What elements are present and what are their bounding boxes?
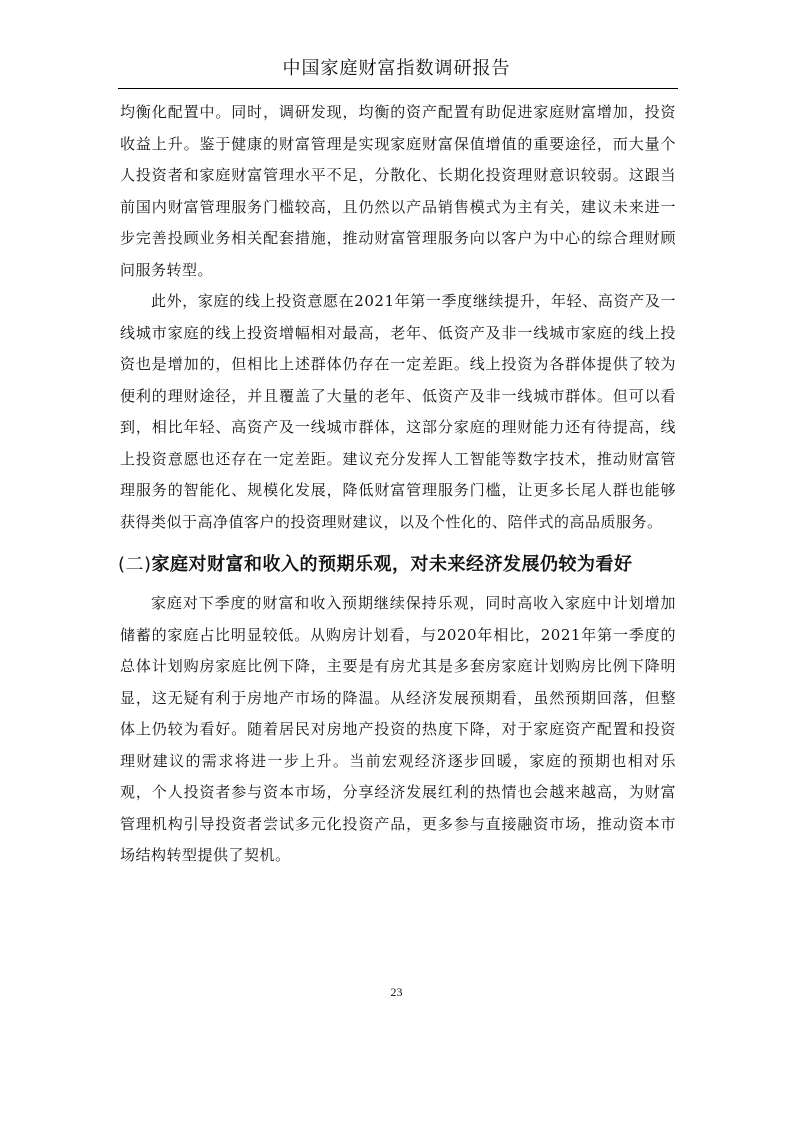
page-number: 23	[390, 985, 403, 999]
body-paragraph: 此外，家庭的线上投资意愿在2021年第一季度继续提升，年轻、高资产及一线城市家庭的线上投资增幅相对最高，老年、低资产及非一线城市家庭的线上投资也是增加的，但相比上述群体仍存在一定差距。线上投资为各群体提供了较为便利的理财途径，并且覆盖了大量的老年、低资产及非一线城市群体。但可以看到，相比年轻、高资产及一线城市群体，这部分家庭的理财能力还有待提高，线上投资意愿也还存在一定差距。建议充分发挥人工智能等数字技术，推动财富管理服务的智能化、规模化发展，降低财富管理服务门槛，让更多长尾人群也能够获得类似于高净值客户的投资理财建议，以及个性化的、陪伴式的高品质服务。	[120, 292, 676, 531]
running-header-title: 中国家庭财富指数调研报告	[282, 58, 511, 79]
body-paragraph-continued: 均衡化配置中。同时，调研发现，均衡的资产配置有助促进家庭财富增加，投资收益上升。鉴于健康的财富管理是实现家庭财富保值增值的重要途径，而大量个人投资者和家庭财富管理水平不足，分散化、长期化投资理财意识较弱。这跟当前国内财富管理服务门槛较高，且仍然以产品销售模式为主有关，建议未来进一步完善投顾业务相关配套措施，推动财富管理服务向以客户为中心的综合理财顾问服务转型。	[120, 103, 676, 279]
section-heading	[118, 550, 676, 580]
section-title: 家庭对财富和收入的预期乐观，对未来经济发展仍较为看好	[151, 554, 633, 575]
section-number: (二)	[118, 554, 152, 575]
header-divider	[118, 88, 678, 89]
page-body	[120, 97, 676, 872]
section-paragraph: 家庭对下季度的财富和收入预期继续保持乐观，同时高收入家庭中计划增加储蓄的家庭占比明显较低。从购房计划看，与2020年相比，2021年第一季度的总体计划购房家庭比例下降，主要是有房尤其是多套房家庭计划购房比例下降明显，这无疑有利于房地产市场的降温。从经济发展预期看，虽然预期回落，但整体上仍较为看好。随着居民对房地产投资的热度下降，对于家庭资产配置和投资理财建议的需求将进一步上升。当前宏观经济逐步回暖，家庭的预期也相对乐观，个人投资者参与资本市场，分享经济发展红利的热情也会越来越高，为财富管理机构引导投资者尝试多元化投资产品，更多参与直接融资市场，推动资本市场结构转型提供了契机。	[120, 594, 676, 864]
